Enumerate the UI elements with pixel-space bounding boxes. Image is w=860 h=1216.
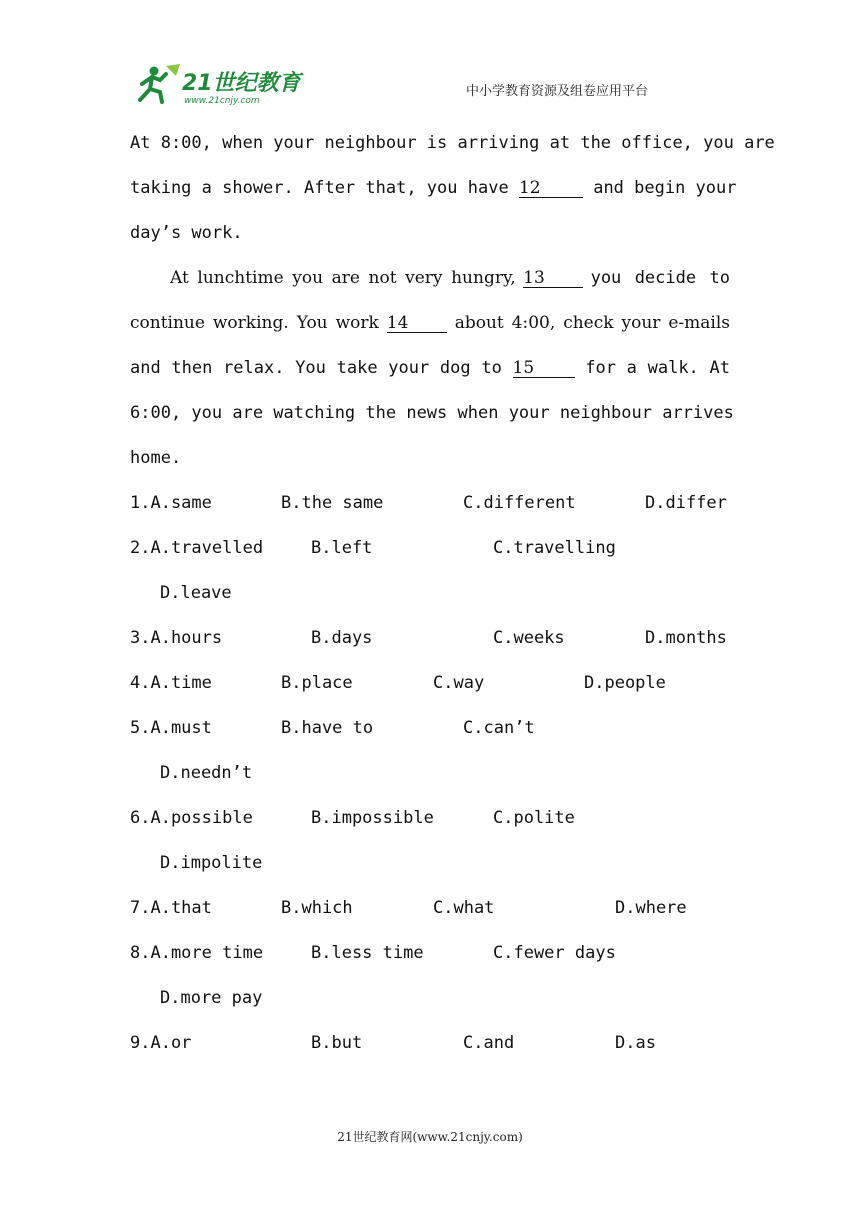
option-q8-d: D.more pay [160,988,263,1008]
option-q1-c: C.different [463,493,576,513]
option-q8-a: 8.A.more time [130,943,264,963]
option-q3-a: 3.A.hours [130,628,223,648]
option-q3-d: D.months [645,628,727,648]
blank-14: 14 [387,314,447,333]
logo-sub-text: www.21cnjy.com [184,96,260,106]
option-q5-a: 5.A.must [130,718,212,738]
page-header [0,0,860,120]
passage-text: and then relax. You take your dog to [130,358,502,378]
option-q7-d: D.where [615,898,687,918]
option-q7-b: B.which [281,898,353,918]
passage-text: taking a shower. After that, you have [130,178,509,198]
passage-text: continue working. You work [130,313,379,333]
passage-text: At lunchtime you are not very hungry, [170,268,516,288]
page-footer: 21世纪教育网(www.21cnjy.com) [337,1130,523,1144]
option-q8-b: B.less time [311,943,424,963]
passage-text: you decide to [590,268,730,288]
option-q3-c: C.weeks [493,628,565,648]
passage-text: for a walk. At [585,358,730,378]
option-q6-c: C.polite [493,808,575,828]
option-q2-d: D.leave [160,583,232,603]
passage-line: home. [130,448,182,468]
option-q2-c: C.travelling [493,538,616,558]
option-q2-b: B.left [311,538,373,558]
passage-text: and begin your [593,178,737,198]
platform-name: 中小学教育资源及组卷应用平台 [466,84,649,99]
passage-line [130,178,737,198]
option-q8-c: C.fewer days [493,943,616,963]
option-q3-b: B.days [311,628,373,648]
passage-text: about 4:00, check your e-mails [454,313,731,333]
option-q2-a: 2.A.travelled [130,538,264,558]
passage-line [130,358,730,378]
option-q4-a: 4.A.time [130,673,212,693]
option-q5-c: C.can’t [463,718,535,738]
option-q4-c: C.way [433,673,485,693]
passage-line: day’s work. [130,223,243,243]
option-q1-d: D.differ [645,493,727,513]
passage-line [130,313,730,333]
option-q9-c: C.and [463,1033,515,1053]
option-q5-b: B.have to [281,718,374,738]
option-q6-a: 6.A.possible [130,808,253,828]
logo-21cnjy [136,62,306,106]
option-q7-c: C.what [433,898,495,918]
blank-15: 15 [513,359,575,378]
option-q4-d: D.people [584,673,666,693]
blank-13: 13 [523,269,583,288]
option-q1-b: B.the same [281,493,384,513]
option-q6-d: D.impolite [160,853,263,873]
option-q5-d: D.needn’t [160,763,253,783]
passage-line: At 8:00, when your neighbour is arriving at the office, you are [130,133,775,153]
option-q1-a: 1.A.same [130,493,212,513]
blank-12: 12 [519,179,583,198]
option-q9-b: B.but [311,1033,363,1053]
option-q4-b: B.place [281,673,353,693]
option-q7-a: 7.A.that [130,898,212,918]
option-q9-d: D.as [615,1033,656,1053]
option-q9-a: 9.A.or [130,1033,192,1053]
logo-main-text: 21世纪教育 [182,71,301,96]
option-q6-b: B.impossible [311,808,434,828]
passage-line [170,268,730,288]
passage-line: 6:00, you are watching the news when your neighbour arrives [130,403,734,423]
